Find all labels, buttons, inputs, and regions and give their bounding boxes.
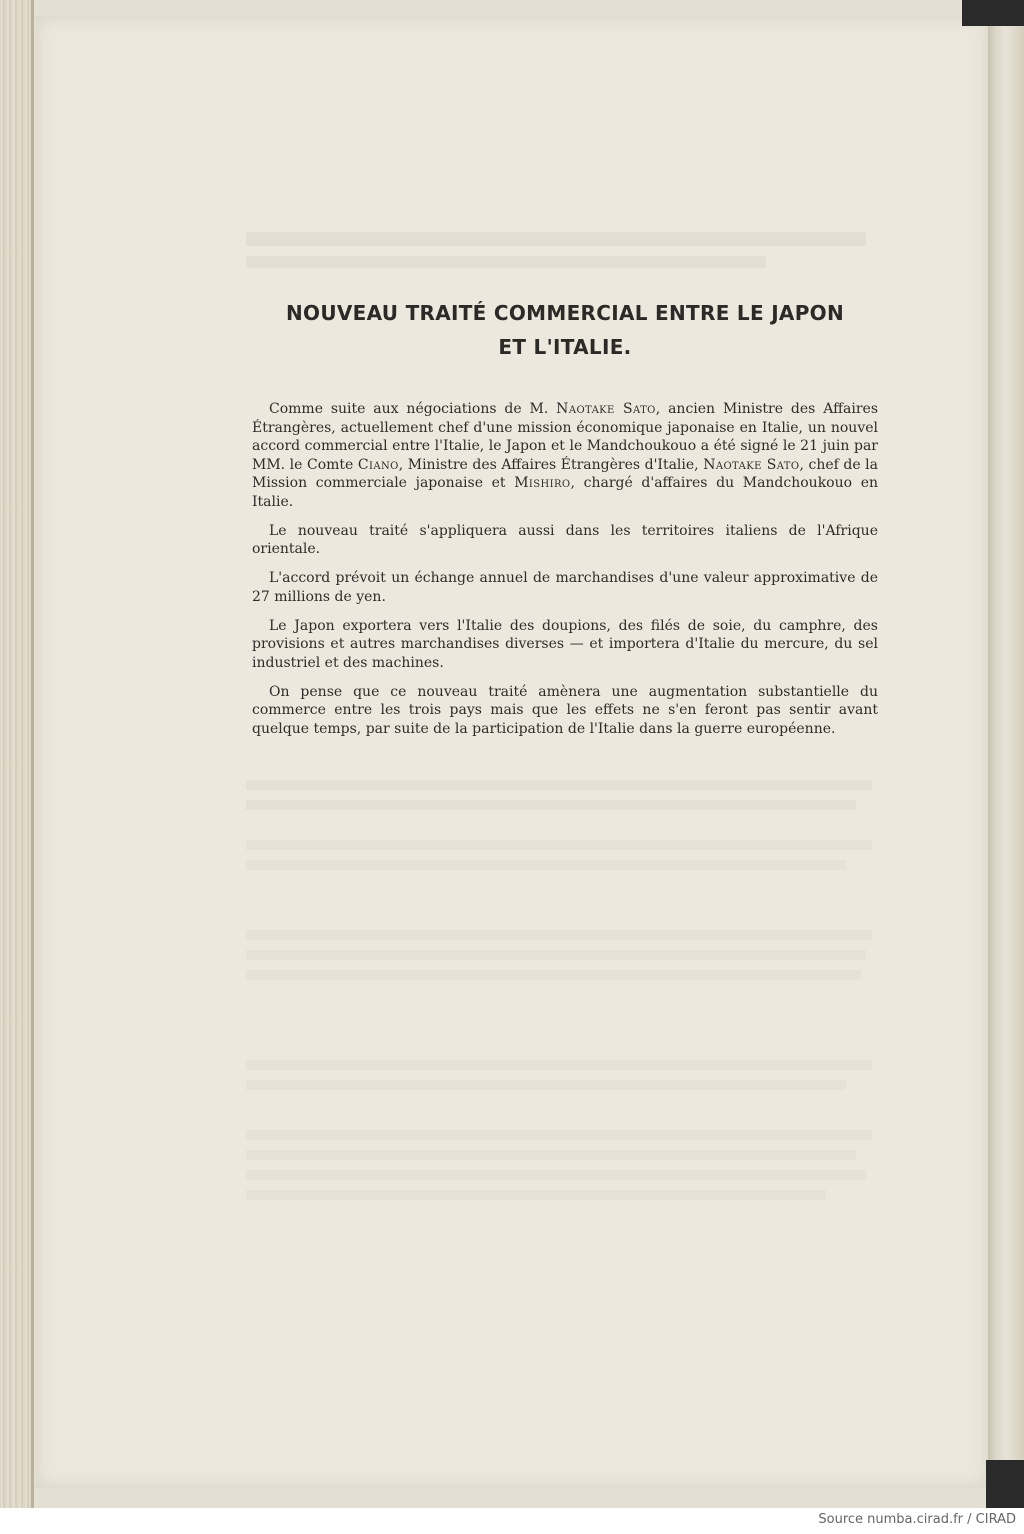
article-title-line-2: ET L'ITALIE. — [498, 335, 632, 359]
article-body — [252, 400, 878, 749]
paragraph-5: On pense que ce nouveau traité amènera une augmentation substantielle du commerce entre les trois pays mais que les effets ne s'en feront pas sentir avant quelque temps, par suite de la participation de l'Italie dans la guerre européenne. — [252, 683, 878, 737]
person-name: Naotake Sato — [556, 401, 656, 417]
paragraph-1: Comme suite aux négociations de M. Naotake Sato, ancien Ministre des Affaires Étrangères, actuellement chef d'une mission économique japonaise en Italie, un nouvel accord commercial entre l'Italie, le Japon et le Mandchoukouo a été signé le 21 juin par MM. le Comte Ciano, Ministre des Affaires Étrangères d'Italie, Naotake Sato, chef de la Mission commerciale japonaise et Mishiro, chargé d'affaires du Mandchoukouo en Italie. — [252, 401, 878, 510]
person-name: Mishiro — [514, 475, 571, 491]
person-name: Naotake Sato — [703, 456, 800, 473]
article-title — [250, 296, 880, 364]
article-title-line-1: NOUVEAU TRAITÉ COMMERCIAL ENTRE LE JAPON — [285, 301, 845, 325]
person-name: Ciano — [357, 456, 399, 473]
paragraph-2: Le nouveau traité s'appliquera aussi dans les territoires italiens de l'Afrique orientale. — [252, 522, 878, 557]
paragraph-3: L'accord prévoit un échange annuel de marchandises d'une valeur approximative de 27 millions de yen. — [252, 570, 878, 605]
source-credit: Source numba.cirad.fr / CIRAD — [818, 1512, 1016, 1527]
paragraph-4: Le Japon exportera vers l'Italie des doupions, des filés de soie, du camphre, des provisions et autres marchandises diverses — et importera d'Italie du mercure, du sel industriel et des machines. — [252, 617, 878, 671]
